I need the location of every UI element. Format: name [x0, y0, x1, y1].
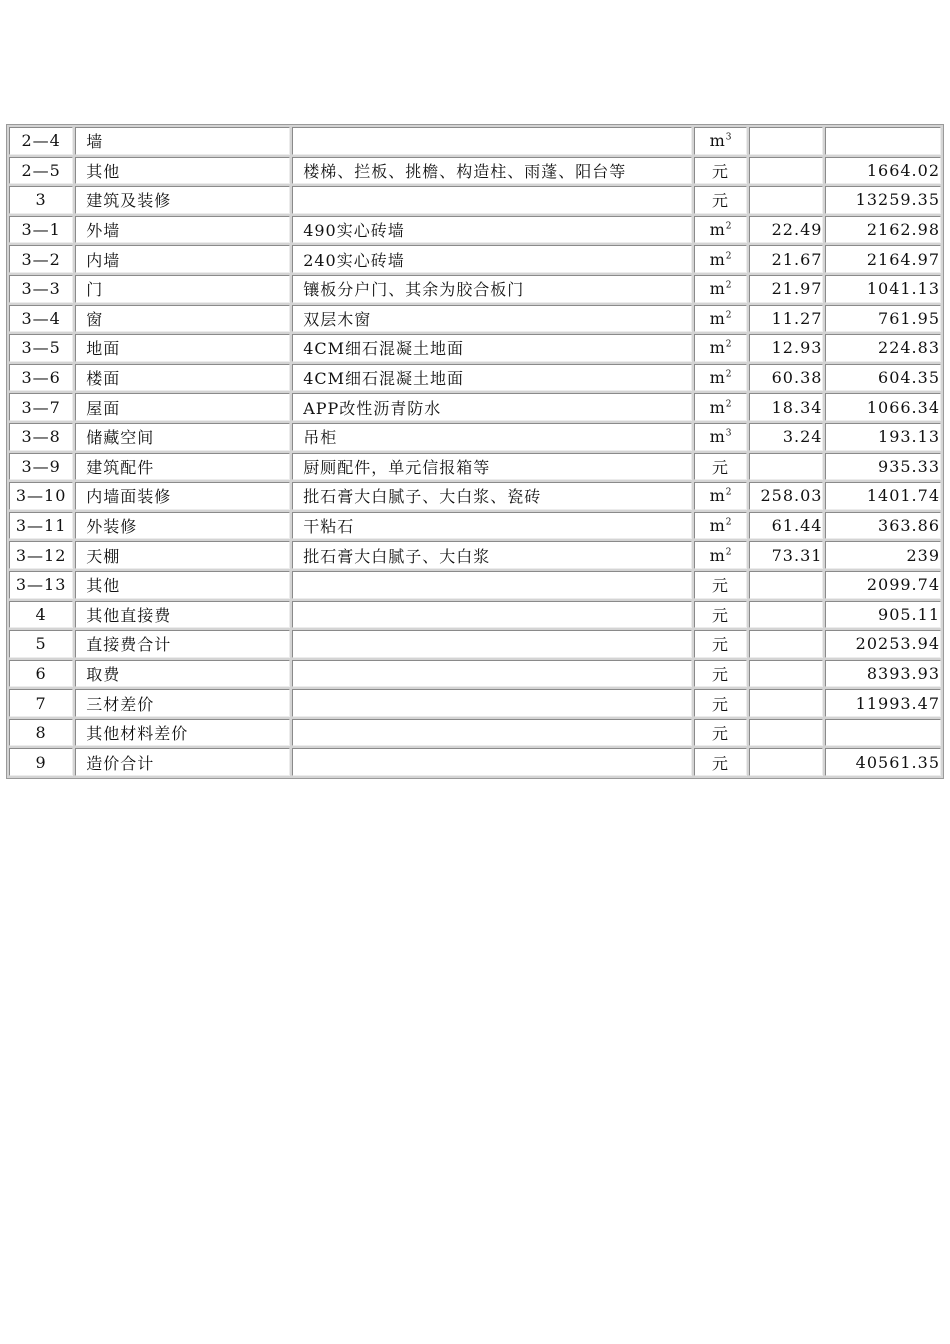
item-description-cell: [292, 482, 692, 510]
table-row: [9, 571, 941, 599]
item-description-cell: [292, 393, 692, 421]
unit-text: m: [709, 279, 726, 299]
amount-cell: [825, 334, 941, 362]
item-name-cell: [75, 689, 290, 717]
item-name-text: 外墙: [86, 221, 121, 241]
table-body: [9, 127, 941, 776]
item-name-cell: [75, 719, 290, 747]
table-row: [9, 660, 941, 688]
unit-text: m: [709, 249, 726, 269]
item-name-text: 其他直接费: [86, 605, 172, 625]
unit-exponent: 2: [725, 488, 732, 499]
table-row: [9, 127, 941, 155]
item-number-text: 3—13: [15, 575, 67, 595]
amount-cell: [825, 453, 941, 481]
table-row: [9, 689, 941, 717]
item-name-text: 屋面: [86, 398, 121, 418]
unit-text: m: [709, 516, 726, 536]
quantity-cell: [749, 423, 823, 451]
item-name-cell: [75, 571, 290, 599]
item-name-cell: [75, 541, 290, 569]
quantity-cell: [749, 305, 823, 333]
table-row: [9, 245, 941, 273]
quantity-text: 21.97: [771, 279, 823, 299]
amount-cell: [825, 689, 941, 717]
item-number-cell: [9, 719, 73, 747]
amount-cell: [825, 305, 941, 333]
item-description-cell: [292, 512, 692, 540]
item-number-text: 3—10: [15, 486, 67, 506]
item-description-cell: [292, 423, 692, 451]
item-description-cell: [292, 660, 692, 688]
amount-text: 363.86: [878, 516, 940, 536]
item-number-text: 4: [35, 604, 47, 624]
unit-text: 元: [712, 161, 730, 181]
item-name-cell: [75, 660, 290, 688]
table-row: [9, 453, 941, 481]
item-number-text: 3—7: [21, 397, 61, 417]
item-name-cell: [75, 186, 290, 214]
item-number-cell: [9, 482, 73, 510]
unit-text: m: [709, 368, 726, 388]
item-name-cell: [75, 245, 290, 273]
unit-cell: [694, 719, 747, 747]
item-number-cell: [9, 689, 73, 717]
item-description-text: 240实心砖墙: [303, 250, 405, 270]
item-name-text: 楼面: [86, 369, 121, 389]
amount-text: 1041.13: [866, 279, 940, 299]
amount-text: 193.13: [878, 427, 940, 447]
item-name-cell: [75, 482, 290, 510]
unit-exponent: 2: [725, 280, 732, 291]
item-number-text: 5: [35, 634, 47, 654]
unit-exponent: 2: [725, 369, 732, 380]
item-number-text: 3—9: [21, 456, 61, 476]
item-description-text: 4CM细石混凝土地面: [303, 339, 464, 359]
amount-text: 604.35: [878, 368, 940, 388]
item-number-cell: [9, 305, 73, 333]
unit-cell: [694, 748, 747, 776]
amount-text: 224.83: [878, 338, 940, 358]
item-name-cell: [75, 748, 290, 776]
unit-text: m: [709, 308, 726, 328]
table-row: [9, 393, 941, 421]
unit-exponent: 2: [725, 310, 732, 321]
item-name-cell: [75, 216, 290, 244]
item-number-text: 3—12: [15, 545, 67, 565]
unit-text: 元: [712, 605, 730, 625]
amount-text: 935.33: [878, 456, 940, 476]
item-name-text: 墙: [86, 132, 104, 152]
quantity-cell: [749, 127, 823, 155]
quantity-cell: [749, 630, 823, 658]
unit-text: m: [709, 427, 726, 447]
item-name-cell: [75, 453, 290, 481]
table-row: [9, 541, 941, 569]
item-description-cell: [292, 334, 692, 362]
amount-cell: [825, 186, 941, 214]
item-description-text: 490实心砖墙: [303, 221, 405, 241]
item-description-cell: [292, 601, 692, 629]
unit-cell: [694, 541, 747, 569]
amount-cell: [825, 393, 941, 421]
unit-cell: [694, 453, 747, 481]
quantity-cell: [749, 512, 823, 540]
unit-cell: [694, 660, 747, 688]
item-description-cell: [292, 275, 692, 303]
unit-exponent: 3: [725, 132, 732, 143]
quantity-cell: [749, 748, 823, 776]
item-description-cell: [292, 541, 692, 569]
amount-cell: [825, 660, 941, 688]
item-description-cell: [292, 364, 692, 392]
unit-cell: [694, 393, 747, 421]
amount-cell: [825, 719, 941, 747]
table-row: [9, 186, 941, 214]
unit-cell: [694, 186, 747, 214]
item-description-text: 镶板分户门、其余为胶合板门: [303, 280, 525, 300]
item-name-text: 其他: [86, 161, 121, 181]
unit-exponent: 2: [725, 251, 732, 262]
quantity-text: 12.93: [771, 338, 823, 358]
quantity-text: 60.38: [771, 368, 823, 388]
item-name-text: 直接费合计: [86, 635, 172, 655]
amount-text: 1401.74: [866, 486, 940, 506]
item-number-text: 2—4: [21, 131, 61, 151]
unit-text: 元: [712, 724, 730, 744]
unit-text: m: [709, 338, 726, 358]
quantity-text: 11.27: [771, 308, 823, 328]
item-name-text: 造价合计: [86, 753, 155, 773]
amount-cell: [825, 601, 941, 629]
amount-cell: [825, 512, 941, 540]
table-row: [9, 719, 941, 747]
item-number-text: 3—8: [21, 427, 61, 447]
item-number-text: 3—2: [21, 249, 61, 269]
quantity-cell: [749, 541, 823, 569]
amount-text: 8393.93: [866, 663, 940, 683]
item-number-cell: [9, 393, 73, 421]
item-number-text: 7: [35, 693, 47, 713]
quantity-cell: [749, 275, 823, 303]
unit-exponent: 2: [725, 517, 732, 528]
amount-text: 40561.35: [855, 752, 940, 772]
table-row: [9, 334, 941, 362]
table-row: [9, 482, 941, 510]
item-name-cell: [75, 305, 290, 333]
item-number-text: 3: [35, 190, 47, 210]
item-name-text: 窗: [86, 309, 104, 329]
quantity-cell: [749, 601, 823, 629]
table-row: [9, 305, 941, 333]
amount-cell: [825, 364, 941, 392]
quantity-text: 22.49: [771, 220, 823, 240]
unit-text: m: [709, 545, 726, 565]
item-number-cell: [9, 571, 73, 599]
item-description-text: 4CM细石混凝土地面: [303, 369, 464, 389]
table-row: [9, 275, 941, 303]
item-number-text: 2—5: [21, 160, 61, 180]
unit-text: m: [709, 220, 726, 240]
item-name-text: 门: [86, 280, 104, 300]
unit-text: m: [709, 486, 726, 506]
unit-cell: [694, 305, 747, 333]
item-description-cell: [292, 186, 692, 214]
item-number-text: 6: [35, 663, 47, 683]
item-name-cell: [75, 157, 290, 185]
item-number-cell: [9, 186, 73, 214]
quantity-cell: [749, 216, 823, 244]
unit-text: 元: [712, 635, 730, 655]
amount-cell: [825, 245, 941, 273]
item-description-text: 厨厕配件，单元信报箱等: [303, 457, 491, 477]
item-number-cell: [9, 541, 73, 569]
unit-exponent: 2: [725, 547, 732, 558]
item-name-cell: [75, 512, 290, 540]
item-name-text: 取费: [86, 664, 121, 684]
item-number-cell: [9, 157, 73, 185]
quantity-cell: [749, 719, 823, 747]
table-row: [9, 216, 941, 244]
item-number-cell: [9, 364, 73, 392]
unit-cell: [694, 157, 747, 185]
item-description-text: 吊柜: [303, 428, 338, 448]
table-row: [9, 601, 941, 629]
item-name-cell: [75, 364, 290, 392]
unit-exponent: 2: [725, 399, 732, 410]
amount-cell: [825, 275, 941, 303]
unit-text: 元: [712, 457, 730, 477]
quantity-text: 258.03: [760, 486, 823, 506]
unit-cell: [694, 127, 747, 155]
table-row: [9, 512, 941, 540]
quantity-cell: [749, 334, 823, 362]
unit-cell: [694, 571, 747, 599]
amount-text: 2162.98: [866, 220, 940, 240]
item-name-text: 地面: [86, 339, 121, 359]
item-number-text: 9: [35, 752, 47, 772]
unit-cell: [694, 245, 747, 273]
quantity-cell: [749, 571, 823, 599]
item-number-cell: [9, 245, 73, 273]
unit-cell: [694, 512, 747, 540]
item-name-text: 其他: [86, 576, 121, 596]
unit-text: 元: [712, 753, 730, 773]
quantity-text: 21.67: [771, 249, 823, 269]
quantity-cell: [749, 245, 823, 273]
quantity-cell: [749, 689, 823, 717]
amount-text: 20253.94: [855, 634, 940, 654]
unit-text: 元: [712, 694, 730, 714]
table-row: [9, 748, 941, 776]
quantity-cell: [749, 157, 823, 185]
unit-exponent: 3: [725, 428, 732, 439]
unit-cell: [694, 482, 747, 510]
item-number-text: 3—5: [21, 338, 61, 358]
item-name-text: 内墙面装修: [86, 487, 172, 507]
quantity-text: 18.34: [771, 397, 823, 417]
item-description-cell: [292, 630, 692, 658]
amount-cell: [825, 157, 941, 185]
item-description-cell: [292, 719, 692, 747]
item-description-cell: [292, 127, 692, 155]
item-name-cell: [75, 601, 290, 629]
amount-cell: [825, 748, 941, 776]
item-name-text: 内墙: [86, 250, 121, 270]
unit-text: m: [709, 131, 726, 151]
amount-text: 2164.97: [866, 249, 940, 269]
unit-cell: [694, 689, 747, 717]
unit-text: 元: [712, 576, 730, 596]
unit-text: 元: [712, 191, 730, 211]
item-name-cell: [75, 334, 290, 362]
item-name-text: 储藏空间: [86, 428, 155, 448]
item-description-text: APP改性沥青防水: [303, 398, 442, 418]
item-name-text: 其他材料差价: [86, 724, 189, 744]
item-number-cell: [9, 601, 73, 629]
quantity-cell: [749, 453, 823, 481]
item-description-text: 楼梯、拦板、挑檐、构造柱、雨蓬、阳台等: [303, 161, 627, 181]
quantity-cell: [749, 482, 823, 510]
unit-cell: [694, 630, 747, 658]
amount-cell: [825, 127, 941, 155]
amount-cell: [825, 482, 941, 510]
amount-text: 1664.02: [866, 160, 940, 180]
unit-cell: [694, 364, 747, 392]
item-name-cell: [75, 630, 290, 658]
item-description-text: 批石膏大白腻子、大白浆: [303, 546, 491, 566]
unit-cell: [694, 275, 747, 303]
item-number-text: 3—11: [15, 516, 67, 536]
item-number-text: 3—1: [21, 220, 61, 240]
unit-text: m: [709, 397, 726, 417]
item-name-text: 三材差价: [86, 694, 155, 714]
unit-cell: [694, 423, 747, 451]
item-description-cell: [292, 453, 692, 481]
quantity-cell: [749, 186, 823, 214]
unit-exponent: 2: [725, 221, 732, 232]
amount-cell: [825, 541, 941, 569]
quantity-text: 73.31: [771, 545, 823, 565]
item-number-text: 3—3: [21, 279, 61, 299]
table-row: [9, 630, 941, 658]
item-description-text: 批石膏大白腻子、大白浆、瓷砖: [303, 487, 542, 507]
item-description-text: 干粘石: [303, 517, 355, 537]
quantity-cell: [749, 393, 823, 421]
unit-cell: [694, 216, 747, 244]
amount-text: 11993.47: [855, 693, 940, 713]
amount-cell: [825, 571, 941, 599]
table-row: [9, 157, 941, 185]
item-number-cell: [9, 334, 73, 362]
amount-text: 761.95: [878, 308, 940, 328]
amount-text: 239: [906, 545, 940, 565]
amount-text: 1066.34: [866, 397, 940, 417]
item-description-cell: [292, 748, 692, 776]
unit-exponent: 2: [725, 340, 732, 351]
unit-text: 元: [712, 664, 730, 684]
item-number-cell: [9, 453, 73, 481]
item-description-cell: [292, 157, 692, 185]
item-description-cell: [292, 305, 692, 333]
quantity-cell: [749, 364, 823, 392]
item-number-cell: [9, 660, 73, 688]
item-description-cell: [292, 216, 692, 244]
item-number-cell: [9, 423, 73, 451]
table-row: [9, 423, 941, 451]
item-name-cell: [75, 393, 290, 421]
amount-text: 2099.74: [866, 575, 940, 595]
item-name-text: 天棚: [86, 546, 121, 566]
item-name-text: 建筑配件: [86, 457, 155, 477]
item-number-cell: [9, 216, 73, 244]
cost-estimate-table: [6, 124, 944, 779]
unit-cell: [694, 334, 747, 362]
amount-text: 13259.35: [855, 190, 940, 210]
amount-cell: [825, 216, 941, 244]
item-number-cell: [9, 748, 73, 776]
unit-cell: [694, 601, 747, 629]
table-row: [9, 364, 941, 392]
item-name-cell: [75, 275, 290, 303]
item-number-text: 8: [35, 723, 47, 743]
item-number-cell: [9, 512, 73, 540]
item-description-cell: [292, 689, 692, 717]
item-number-cell: [9, 630, 73, 658]
item-description-text: 双层木窗: [303, 309, 372, 329]
item-number-text: 3—4: [21, 308, 61, 328]
item-description-cell: [292, 245, 692, 273]
amount-cell: [825, 423, 941, 451]
amount-cell: [825, 630, 941, 658]
quantity-text: 3.24: [782, 427, 823, 447]
quantity-cell: [749, 660, 823, 688]
amount-text: 905.11: [878, 604, 940, 624]
item-name-cell: [75, 423, 290, 451]
item-name-cell: [75, 127, 290, 155]
item-name-text: 建筑及装修: [86, 191, 172, 211]
item-number-cell: [9, 127, 73, 155]
quantity-text: 61.44: [771, 516, 823, 536]
item-number-cell: [9, 275, 73, 303]
item-description-cell: [292, 571, 692, 599]
item-number-text: 3—6: [21, 368, 61, 388]
item-name-text: 外装修: [86, 517, 138, 537]
